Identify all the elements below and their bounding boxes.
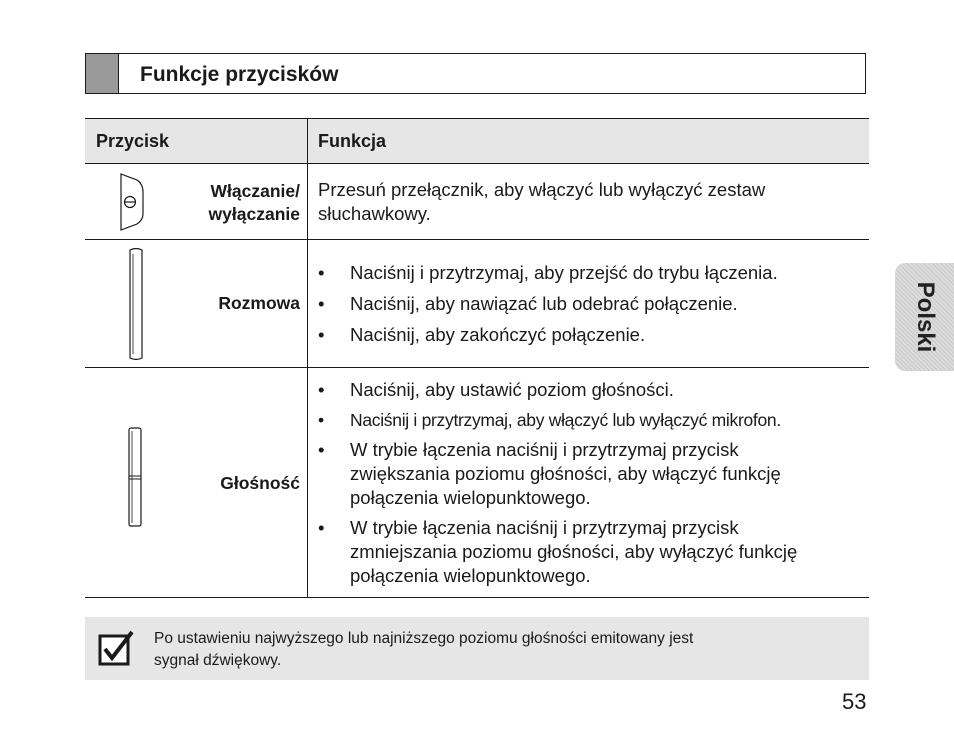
- section-header-tab: [86, 54, 119, 93]
- section-title: Funkcje przycisków: [140, 63, 339, 86]
- volume-rocker-icon: [124, 426, 146, 528]
- language-side-tab-label: Polski: [911, 281, 939, 353]
- button-functions-table: [85, 118, 869, 598]
- table-row-power: [85, 164, 869, 240]
- power-label-line2: wyłączanie: [208, 204, 300, 224]
- list-item: • W trybie łączenia naciśnij i przytrzymaj przycisk zmniejszania poziomu głośności, aby wyłączyć funkcję połączenia wielopunktowego.: [318, 517, 798, 586]
- power-switch-icon: [118, 170, 146, 232]
- talk-button-icon: [125, 246, 147, 362]
- language-side-tab: [895, 263, 954, 371]
- list-item: • Naciśnij i przytrzymaj, aby włączyć lub wyłączyć mikrofon.: [318, 410, 781, 430]
- column-header-button: Przycisk: [96, 131, 170, 151]
- list-item: • Naciśnij, aby zakończyć połączenie.: [318, 324, 646, 345]
- column-header-function: Funkcja: [318, 131, 387, 151]
- power-description-line2: słuchawkowy.: [318, 203, 431, 224]
- note-box: [85, 617, 869, 680]
- table-row-talk: [85, 240, 869, 368]
- list-item: • W trybie łączenia naciśnij i przytrzymaj przycisk zwiększania poziomu głośności, aby włączyć funkcję połączenia wielopunktowego.: [318, 439, 781, 508]
- page-number: 53: [842, 689, 867, 714]
- power-description-line1: Przesuń przełącznik, aby włączyć lub wyłączyć zestaw: [318, 179, 766, 200]
- list-item: • Naciśnij i przytrzymaj, aby przejść do trybu łączenia.: [318, 262, 778, 283]
- table-header: [85, 118, 869, 164]
- talk-bullet-list: [318, 261, 778, 347]
- volume-bullet-list: [318, 378, 797, 588]
- note-text-line1: Po ustawieniu najwyższego lub najniższego poziomu głośności emitowany jest: [154, 630, 694, 647]
- note-text: [154, 628, 844, 672]
- volume-label: Głośność: [220, 473, 300, 493]
- list-item: • Naciśnij, aby nawiązać lub odebrać połączenie.: [318, 293, 738, 314]
- section-header: [85, 53, 866, 94]
- power-label-line1: Włączanie/: [210, 181, 300, 201]
- table-row-volume: [85, 368, 869, 598]
- note-text-line2: sygnał dźwiękowy.: [154, 652, 282, 669]
- talk-label: Rozmowa: [218, 293, 300, 313]
- list-item: • Naciśnij, aby ustawić poziom głośności.: [318, 379, 674, 400]
- checkmark-box-icon: [98, 630, 136, 668]
